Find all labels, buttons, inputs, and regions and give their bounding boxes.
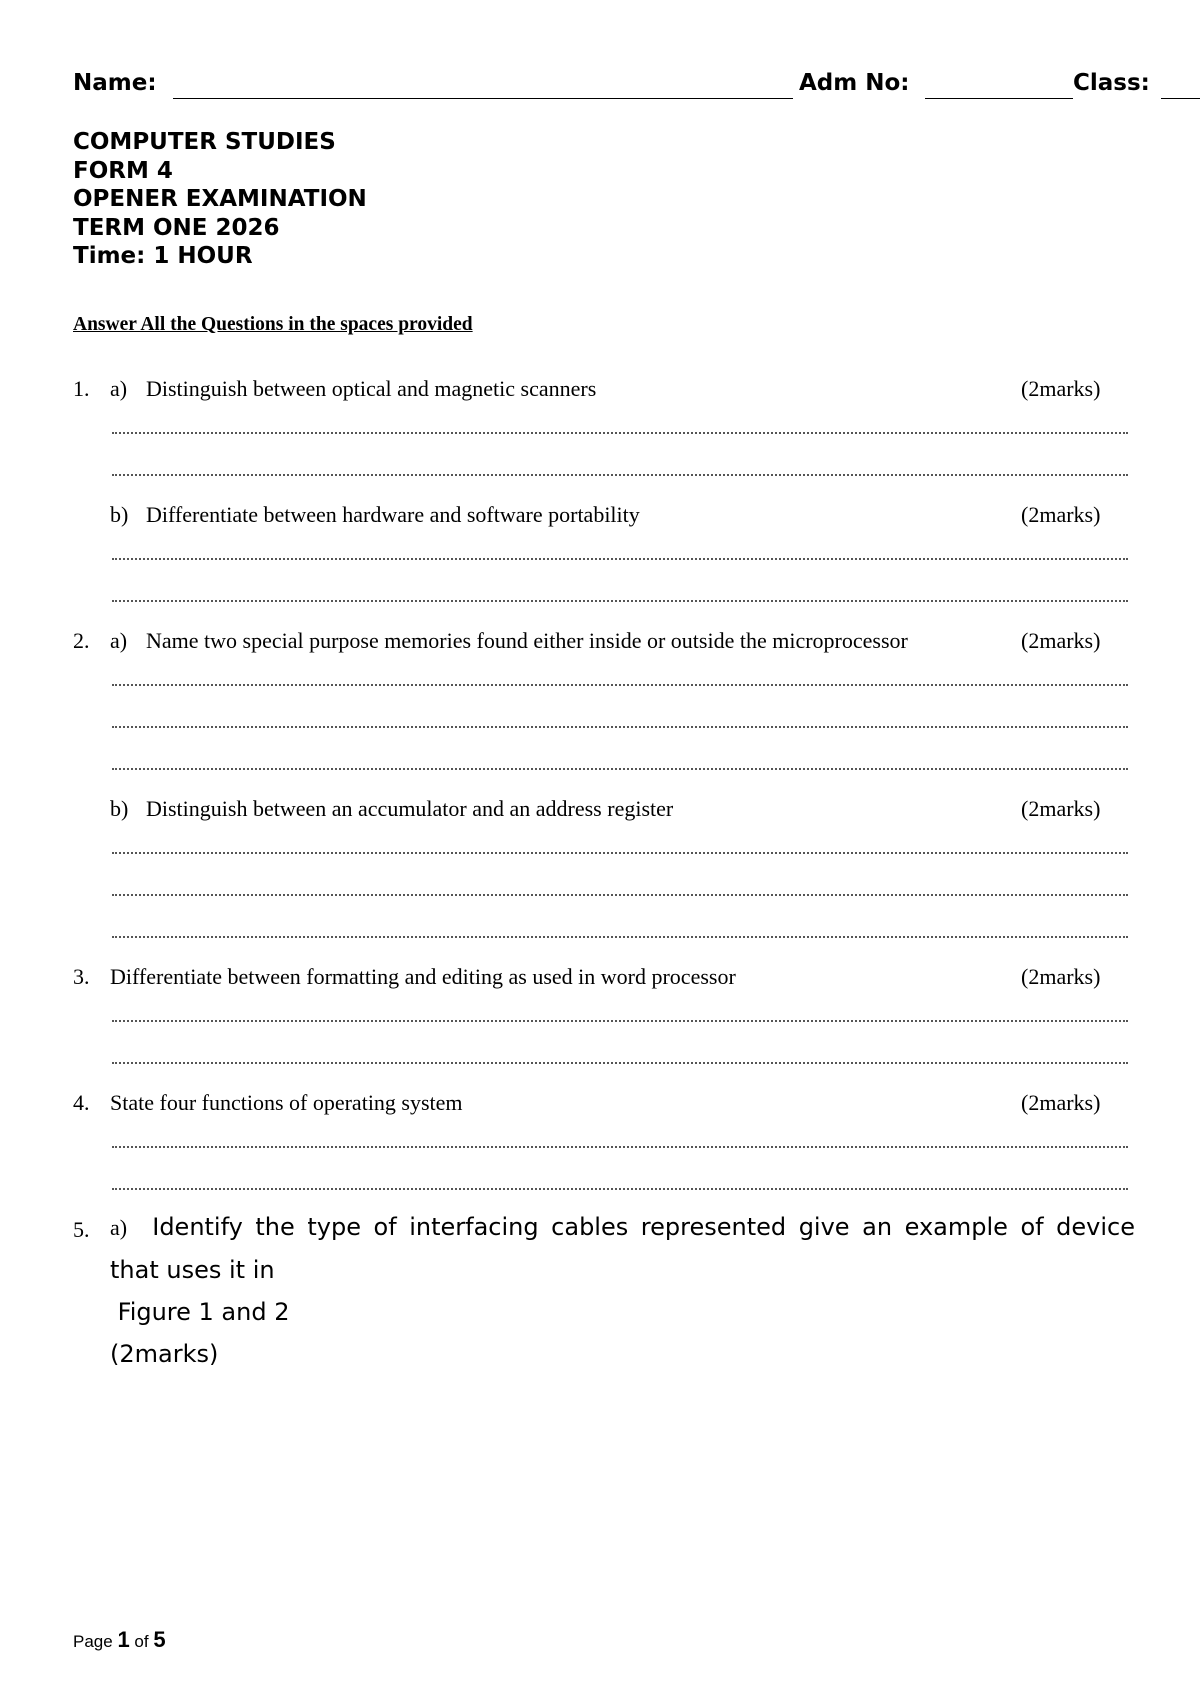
question-number: 4. [73,1090,90,1115]
time-title: Time: 1 HOUR [73,243,253,269]
exam-type-title: OPENER EXAMINATION [73,186,367,212]
question-marks: (2marks) [1021,964,1101,989]
answer-line[interactable] [112,852,1128,854]
answer-line[interactable] [112,936,1128,938]
question-marks: (2marks) [1021,1090,1101,1115]
question-text: Differentiate between formatting and editing as used in word processor [110,964,736,989]
form-title: FORM 4 [73,157,173,184]
question-text-line [110,1206,1135,1249]
name-blank [173,98,793,99]
class-label: Class: [1073,70,1150,96]
answer-line[interactable] [112,768,1128,770]
page-number: 1 [117,1627,130,1652]
page-footer [73,1627,166,1653]
instructions: Answer All the Questions in the spaces provided [73,314,473,335]
question-marks: (2marks) [1021,376,1101,401]
of-word: of [134,1632,149,1651]
question-text: Distinguish between optical and magnetic scanners [146,376,597,401]
answer-line[interactable] [112,558,1128,560]
answer-line[interactable] [112,726,1128,728]
answer-line[interactable] [112,1146,1128,1148]
question-text-line: that uses it in [110,1256,275,1284]
question-text-line: Figure 1 and 2 [110,1298,290,1326]
page-total: 5 [153,1627,166,1652]
answer-line[interactable] [112,684,1128,686]
question-number: 3. [73,964,90,989]
question-marks: (2marks) [110,1340,219,1368]
question-text: State four functions of operating system [110,1090,463,1115]
question-part: b) [110,502,129,527]
question-part: a) [110,376,128,401]
question-number: 2. [73,628,90,653]
answer-line[interactable] [112,894,1128,896]
name-label: Name: [73,70,157,96]
answer-line[interactable] [112,1188,1128,1190]
question-number: 1. [73,376,90,401]
question-text: Identify the type of interfacing cables represented give an example of device [152,1213,1136,1241]
exam-title-block [73,128,367,271]
question-number: 5. [73,1217,90,1242]
student-details-row [73,70,1150,104]
page-word: Page [73,1632,113,1651]
question-marks: (2marks) [1021,502,1101,527]
question-part: b) [110,796,129,821]
question-marks: (2marks) [1021,628,1101,653]
answer-line[interactable] [112,1062,1128,1064]
question-text: Name two special purpose memories found either inside or outside the microprocessor [146,628,908,653]
adm-no-label: Adm No: [799,70,910,96]
answer-line[interactable] [112,474,1128,476]
term-title: TERM ONE 2026 [73,214,280,241]
answer-line[interactable] [112,1020,1128,1022]
class-blank [1161,98,1200,99]
answer-line[interactable] [112,600,1128,602]
question-5-body [110,1206,1135,1375]
question-marks: (2marks) [1021,796,1101,821]
question-part: a) [110,628,128,653]
question-part: a) [110,1215,128,1240]
answer-line[interactable] [112,432,1128,434]
question-text: Differentiate between hardware and software portability [146,502,640,527]
adm-no-blank [925,98,1073,99]
question-text: Distinguish between an accumulator and an address register [146,796,674,821]
subject-title: COMPUTER STUDIES [73,129,336,155]
